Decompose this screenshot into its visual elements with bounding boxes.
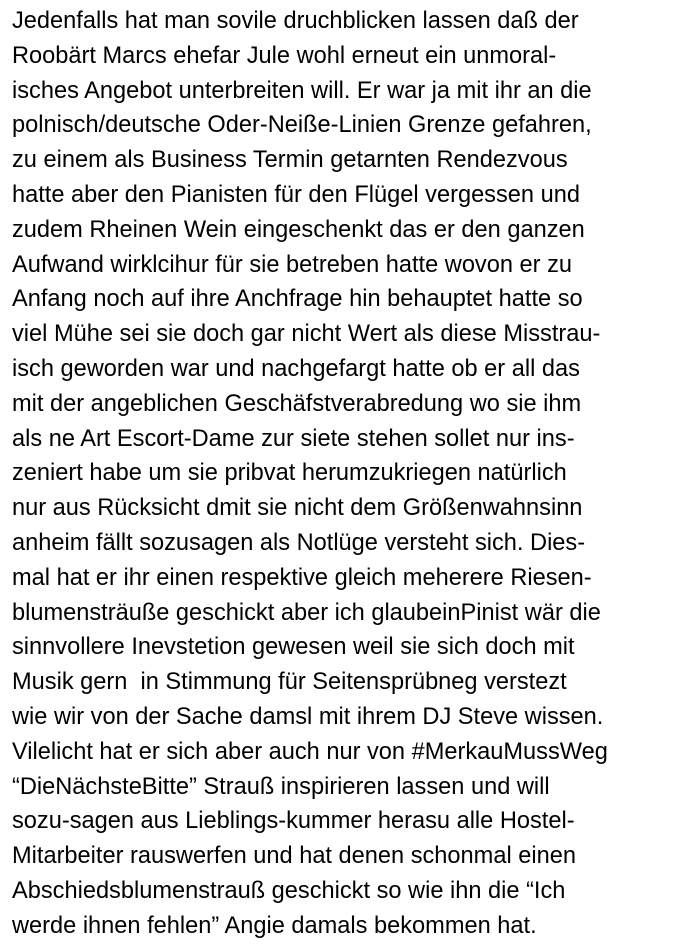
text-line: werde ihnen fehlen” Angie damals bekommen hat. xyxy=(12,912,537,939)
text-line: anheim fällt sozusagen als Notlüge versteht sich. Dies- xyxy=(12,529,586,556)
text-line: Anfang noch auf ihre Anchfrage hin behauptet hatte so xyxy=(12,286,583,313)
text-line: wie wir von der Sache damsl mit ihrem DJ Steve wissen. xyxy=(12,703,604,730)
text-line: isches Angebot unterbreiten will. Er war ja mit ihr an die xyxy=(12,77,592,104)
text-line: Abschiedsblumenstrauß geschickt so wie ihn die “Ich xyxy=(12,877,566,904)
text-line: Jedenfalls hat man sovile druchblicken lassen daß der xyxy=(12,8,579,34)
text-line: Roobärt Marcs ehefar Jule wohl erneut ein unmoral- xyxy=(12,42,557,69)
text-line: zu einem als Business Termin getarnten Rendezvous xyxy=(12,147,568,174)
text-line: nur aus Rücksicht dmit sie nicht dem Größenwahnsinn xyxy=(12,495,583,522)
text-line: Vilelicht hat er sich aber auch nur von #MerkauMussWeg xyxy=(12,738,608,765)
text-line: Aufwand wirklcihur für sie betreben hatte wovon er zu xyxy=(12,251,572,278)
text-line: Musik gern in Stimmung für Seitensprübneg verstezt xyxy=(12,669,567,696)
text-line: zeniert habe um sie pribvat herumzukriegen natürlich xyxy=(12,460,567,487)
text-line: sinnvollere Inevstetion gewesen weil sie sich doch mit xyxy=(12,634,575,661)
text-line: mal hat er ihr einen respektive gleich meherere Riesen- xyxy=(12,564,592,591)
text-line: viel Mühe sei sie doch gar nicht Wert als diese Misstrau- xyxy=(12,321,601,348)
text-line: Mitarbeiter rauswerfen und hat denen schonmal einen xyxy=(12,843,576,870)
text-line: isch geworden war und nachgefargt hatte ob er all das xyxy=(12,355,580,382)
text-line: mit der angeblichen Geschäfstverabredung wo sie ihm xyxy=(12,390,582,417)
text-line: blumensträuße geschickt aber ich glaubeinPinist wär die xyxy=(12,599,601,626)
paragraph xyxy=(12,4,680,944)
text-line: polnisch/deutsche Oder-Neiße-Linien Grenze gefahren, xyxy=(12,112,592,139)
text-line: hatte aber den Pianisten für den Flügel vergessen und xyxy=(12,181,580,208)
text-line: “DieNächsteBitte” Strauß inspirieren lassen und will xyxy=(12,773,550,800)
text-line: zudem Rheinen Wein eingeschenkt das er den ganzen xyxy=(12,216,585,243)
text-line: als ne Art Escort-Dame zur siete stehen sollet nur ins- xyxy=(12,425,575,452)
text-line: sozu-sagen aus Lieblings-kummer herasu alle Hostel- xyxy=(12,808,575,835)
